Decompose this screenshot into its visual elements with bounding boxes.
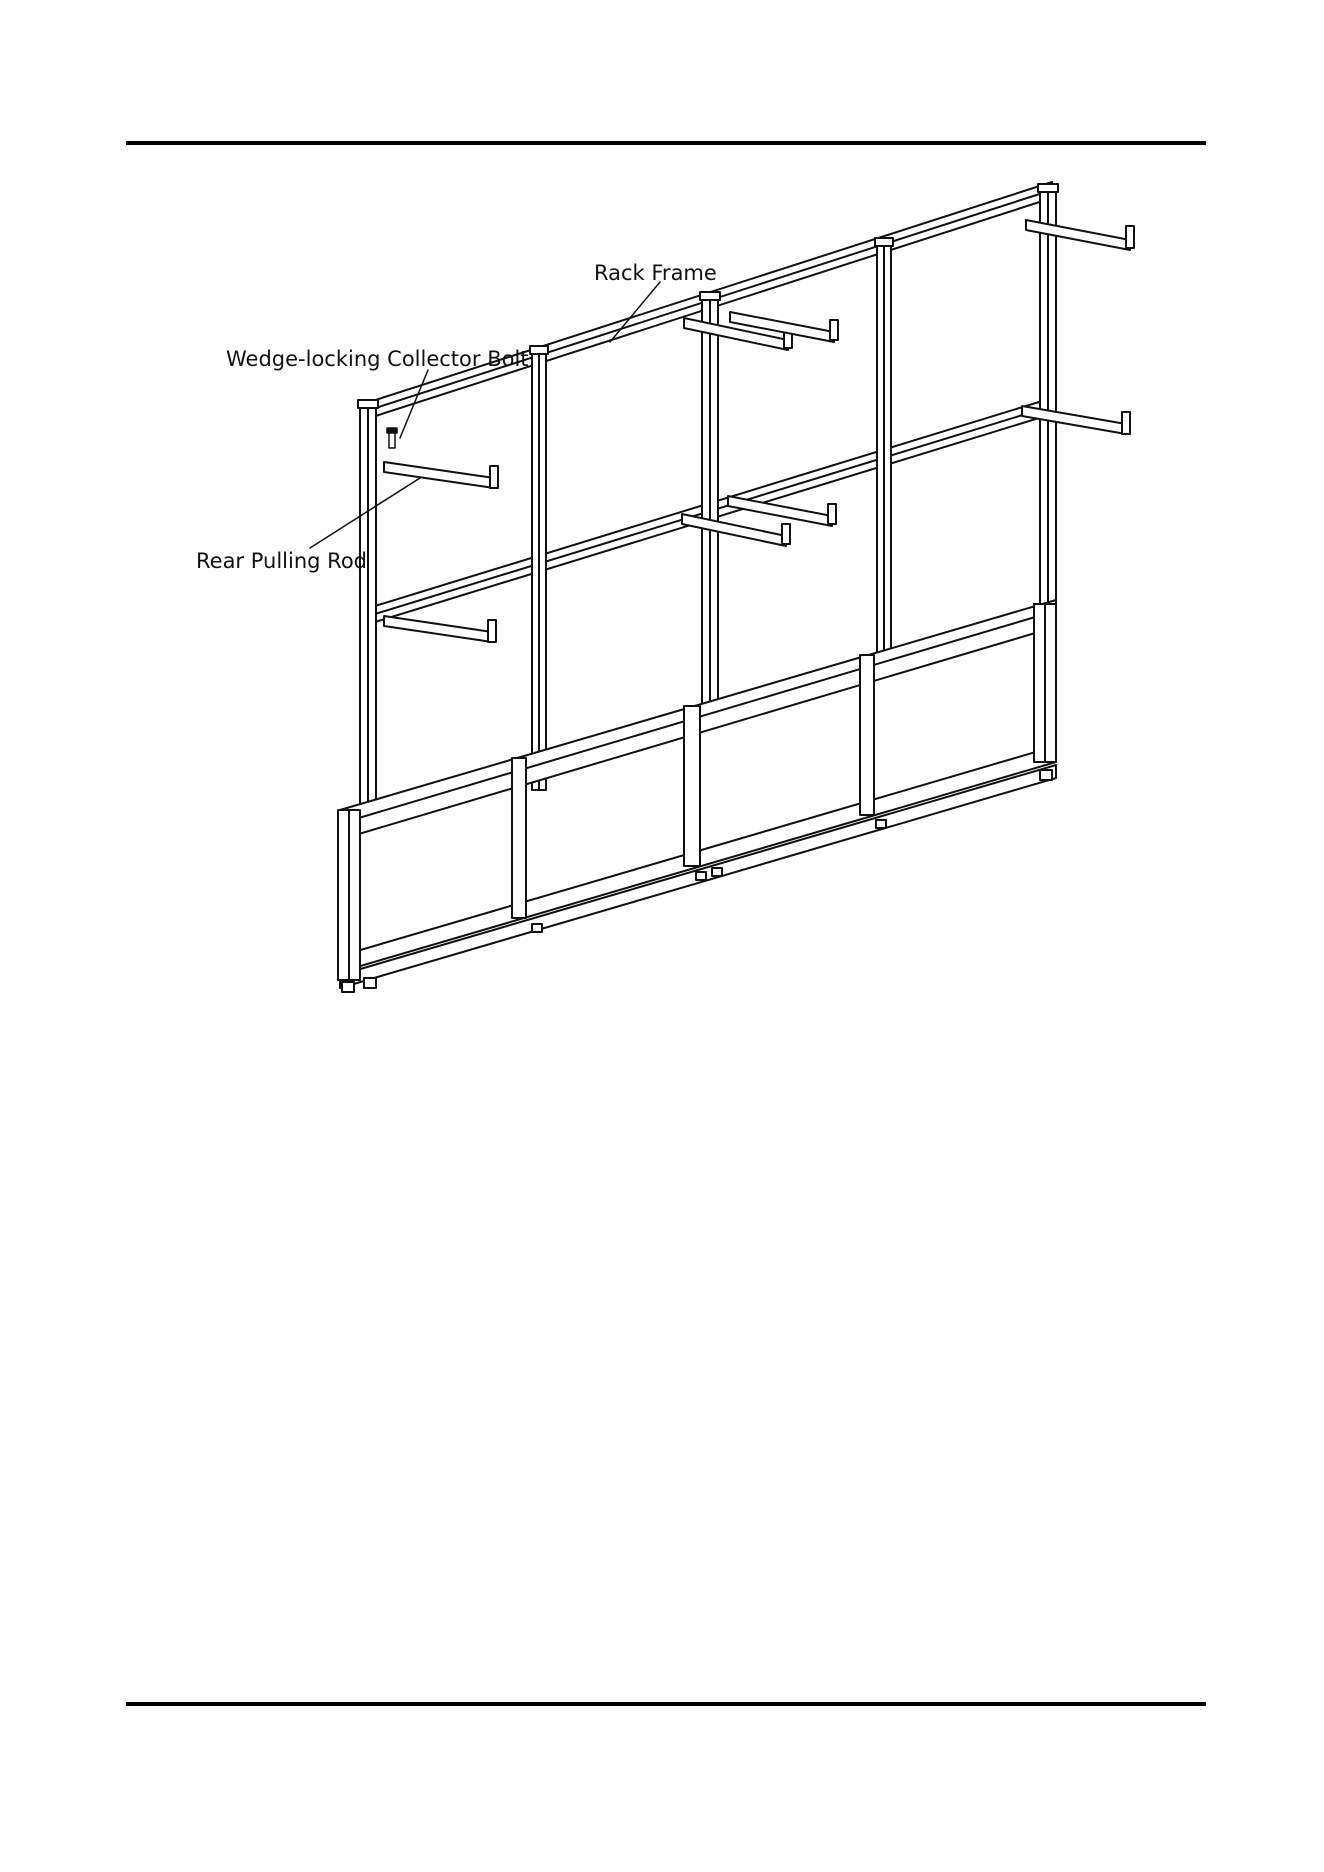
frame-structure [310,182,1134,992]
rod-mid-right [1022,406,1130,434]
label-collector-bolt: Wedge-locking Collector Bolt [226,347,529,371]
label-rack-frame: Rack Frame [594,261,717,285]
label-rear-pulling-rod: Rear Pulling Rod [196,549,367,573]
rod-mid-left [384,616,496,642]
rod-mid-center-1 [682,514,790,546]
base-frame [338,600,1056,988]
collector-bolt-icon [387,428,397,448]
rod-mid-center-2 [728,496,836,526]
rod-top-left [384,462,498,488]
